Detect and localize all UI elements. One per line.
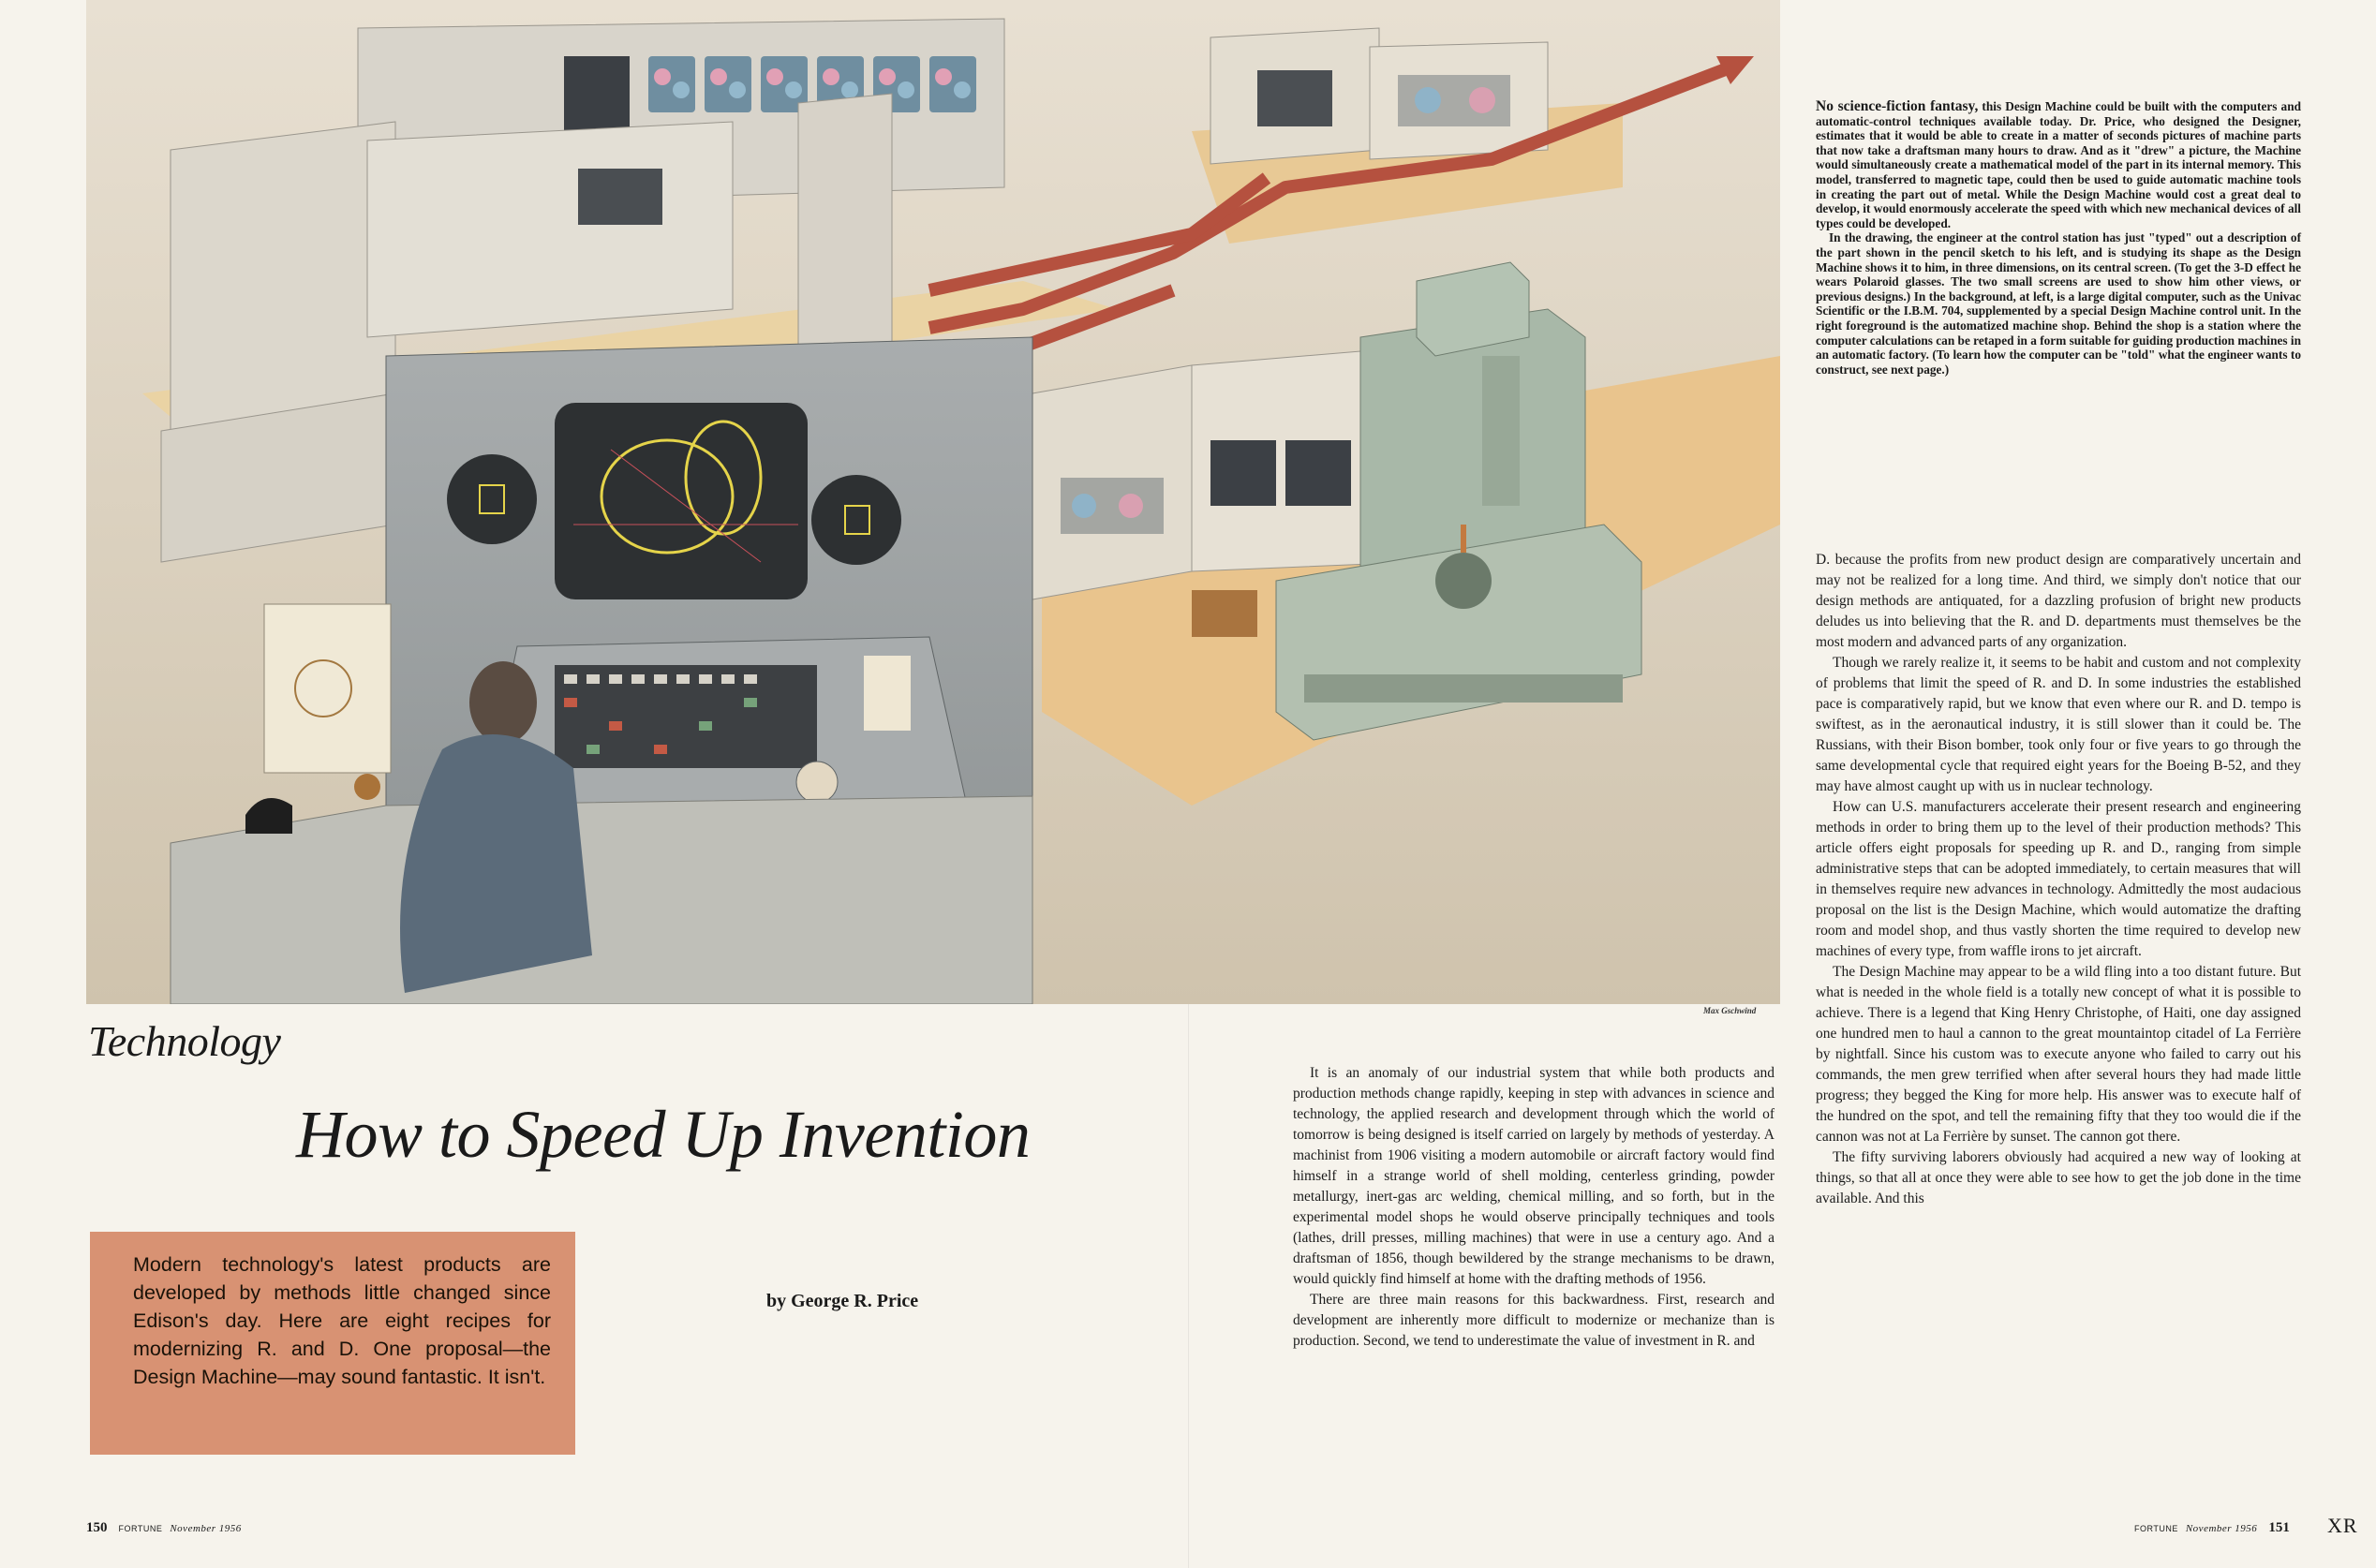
note-card <box>864 656 911 731</box>
right-small-screen <box>811 475 901 565</box>
issue-date-left: November 1956 <box>170 1523 242 1534</box>
illustration-svg <box>86 0 1780 1004</box>
folio-right <box>2134 1519 2290 1536</box>
caption-text: this Design Machine could be built with the computers and automatic-control techniques available today. Dr. Price, who designed the Designer, estimates that it would be able to create in a matter of seconds pictures of machine parts that now take a draftsman many hours to draw. And as it "drew" a picture, the Machine would simultaneously create a mathematical model of the part in its internal memory. This model, transferred to magnetic tape, could then be used to guide automatic machine tools in creating the part out of metal. While the Design Machine would cost a great deal to develop, it would enormously accelerate the speed with which new mechanical devices of all types could be developed. <box>1816 99 2301 230</box>
magazine-name-left: FORTUNE <box>118 1524 163 1533</box>
deck-box <box>90 1232 575 1455</box>
magazine-name-right: FORTUNE <box>2134 1524 2178 1533</box>
folio-left <box>86 1519 242 1536</box>
design-machine-illustration <box>86 0 1780 1004</box>
body-paragraph: There are three main reasons for this backwardness. First, research and development are inherently more difficult to modernize or mechanize than is production. Second, we tend to underestimate the value of investment in R. and <box>1293 1292 1775 1349</box>
caption-paragraph: In the drawing, the engineer at the control station has just "typed" out a description of the part shown in the pencil sketch to his left, and is studying its shape as the Design Machine shows it to him, in three dimensions, on its central screen. (To get the 3-D effect he wears Polaroid glasses. The two small screens are used to show him other views, or previous designs.) In the background, at left, is a large digital computer, such as the Univac Scientific or the I.B.M. 704, supplemented by a special Design Machine control unit. In the right foreground is the automatized machine shop. Behind the shop is a station where the computer calculations can be retaped in a form suitable for guiding production machines in an automatic factory. (To learn how the computer can be "told" what the engineer wants to construct, see next page.) <box>1816 230 2301 377</box>
byline: by George R. Price <box>766 1291 919 1311</box>
body-paragraph: The Design Machine may appear to be a wild fling into a too distant future. But what is needed in the whole field is a totally new concept of what it is possible to achieve. There is a legend that King Henry Christophe, of Haiti, one day assigned one hundred men to haul a cannon to the great mountaintop citadel of La Ferrière by nightfall. Since his custom was to execute anyone who failed to carry out his commands, the men grew terrified when after several hours they had made little progress; they begged the King for more help. His answer was to execute half of the hundred on the spot, and tell the remaining fifty that they too would die if the cannon was not at La Ferrière by sunset. The cannon got there. <box>1816 964 2301 1145</box>
illustration-caption <box>1816 99 2301 377</box>
tape-station-top <box>1210 28 1548 164</box>
page-number-right: 151 <box>2268 1520 2290 1535</box>
corner-mark: XR <box>2327 1514 2358 1537</box>
pencil-sketch <box>264 604 391 773</box>
body-paragraph: The fifty surviving laborers obviously had acquired a new way of looking at things, so that all at once they were able to see how to get the job done in the time available. And this <box>1816 1149 2301 1206</box>
artist-signature: Max Gschwind <box>1703 1006 1757 1015</box>
section-label: Technology <box>88 1017 281 1065</box>
caption-lead-in: No science-fiction fantasy, <box>1816 98 1979 114</box>
issue-date-right: November 1956 <box>2185 1523 2258 1534</box>
central-screen <box>555 403 808 599</box>
page-number-left: 150 <box>86 1520 108 1535</box>
body-paragraph: Though we rarely realize it, it seems to be habit and custom and not complexity of problems that limit the speed of R. and D. In some industries the established pace is comparatively rapid, but we know that even where our R. and D. tempo is swiftest, as in the aeronautical industry, it is still slower than it could be. The Russians, with their Bison bomber, took only four or five years to go through the same developmental cycle that required eight years for the Boeing B-52, and they may have almost caught up with us in nuclear technology. <box>1816 655 2301 794</box>
body-paragraph: D. because the profits from new product design are comparatively uncertain and may not be realized for a long time. And third, we simply don't notice that our design methods are antiquated, for a dazzling profusion of bright new products deludes us into believing that the R. and D. departments must themselves be the most modern and advanced parts of any organization. <box>1816 552 2301 650</box>
article-headline: How to Speed Up Invention <box>296 1097 1031 1172</box>
left-small-screen <box>447 454 537 544</box>
caption-paragraph <box>1816 99 2301 230</box>
body-column-middle <box>1293 1063 1775 1352</box>
body-paragraph: How can U.S. manufacturers accelerate their present research and engineering methods in order to bring them up to the level of their production methods? This article offers eight proposals for speeding up R. and D., ranging from simple administrative steps that can be adopted immediately, to certain measures that will in themselves require new advances in technology. Admittedly the most audacious proposal on the list is the Design Machine, which would automatize the drafting room and model shop, and thus vastly shorten the time required to develop new machines of every type, from waffle irons to jet aircraft. <box>1816 799 2301 959</box>
body-paragraph: It is an anomaly of our industrial system that while both products and production methods change rapidly, keeping in step with advances in science and technology, the applied research and development through which the world of tomorrow is being designed is itself carried on largely by methods of yesterday. A machinist from 1906 visiting a modern automobile or aircraft factory would find himself in a strange world of shell molding, centerless grinding, powder metallurgy, inert-gas arc welding, chemical milling, and so forth, but in the experimental model shops he would observe principally techniques and tools (lathes, drill presses, milling machines) that were in use a century ago. And a draftsman of 1856, though bewildered by the strange mechanisms to be drawn, would quickly find himself at home with the drafting methods of 1956. <box>1293 1065 1775 1287</box>
gauge <box>796 762 838 803</box>
deck-text: Modern technology's latest products are developed by methods little changed since Edison's day. Here are eight recipes for modernizing R. and D. One proposal—the Design Machine—may sound fantastic. It isn't. <box>133 1253 551 1388</box>
body-column-right <box>1816 550 2301 1209</box>
